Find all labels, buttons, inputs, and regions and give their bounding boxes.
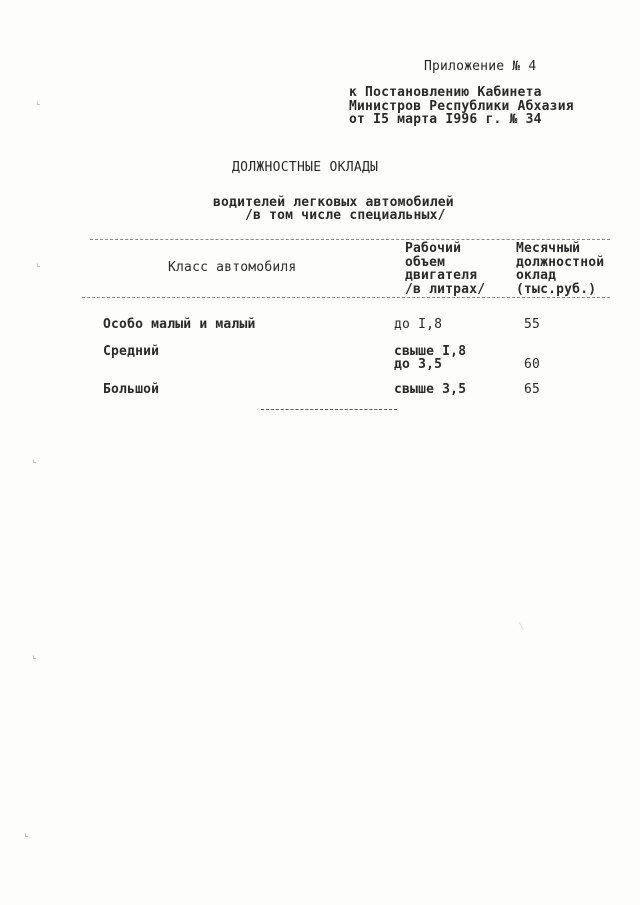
header-line: Рабочий (405, 241, 462, 256)
row-class: Большой (103, 382, 160, 397)
header-line: Месячный (516, 241, 581, 256)
row-volume (394, 345, 466, 371)
column-header-salary (516, 242, 604, 296)
document-title: ДОЛЖНОСТНЫЕ ОКЛАДЫ (232, 160, 379, 175)
margin-mark: ⌞ (36, 96, 41, 107)
column-header-class: Класс автомобиля (168, 260, 297, 275)
margin-mark: ⌞ (32, 454, 37, 465)
resolution-line: от I5 марта I996 г. № 34 (349, 112, 542, 127)
row-class: Особо малый и малый (103, 317, 256, 332)
row-salary: 60 (524, 357, 541, 372)
volume-line: до 3,5 (394, 357, 443, 372)
subtitle-line: водителей легковых автомобилей (213, 195, 454, 210)
resolution-line: к Постановлению Кабинета (349, 85, 542, 100)
header-line: должностной (516, 254, 605, 270)
scan-artifact (518, 619, 528, 629)
volume-line: до I,8 (394, 317, 443, 332)
header-line: объем (405, 254, 446, 270)
column-header-volume (405, 242, 485, 296)
table-top-rule (90, 239, 610, 240)
volume-line: свыше I,8 (394, 344, 467, 359)
row-volume (394, 383, 466, 396)
header-line: оклад (516, 268, 557, 283)
table-end-rule (261, 409, 397, 410)
document-subtitle (213, 196, 454, 222)
appendix-label: Приложение № 4 (424, 59, 537, 74)
margin-mark: ⌞ (36, 258, 41, 269)
volume-line: свыше 3,5 (394, 382, 467, 397)
row-salary: 55 (524, 317, 541, 332)
margin-mark: ⌞ (24, 828, 29, 839)
header-line: (тыс.руб.) (516, 281, 597, 297)
resolution-reference (349, 86, 574, 127)
row-volume (394, 318, 442, 331)
resolution-line: Министров Республики Абхазия (349, 98, 574, 114)
row-class: Средний (103, 344, 160, 359)
subtitle-line: /в том числе специальных/ (245, 208, 446, 223)
header-line: двигателя (405, 268, 478, 283)
table-header-rule (82, 297, 610, 298)
margin-mark: ⌞ (32, 650, 37, 661)
row-salary: 65 (524, 382, 541, 397)
header-line: /в литрах/ (405, 281, 486, 297)
